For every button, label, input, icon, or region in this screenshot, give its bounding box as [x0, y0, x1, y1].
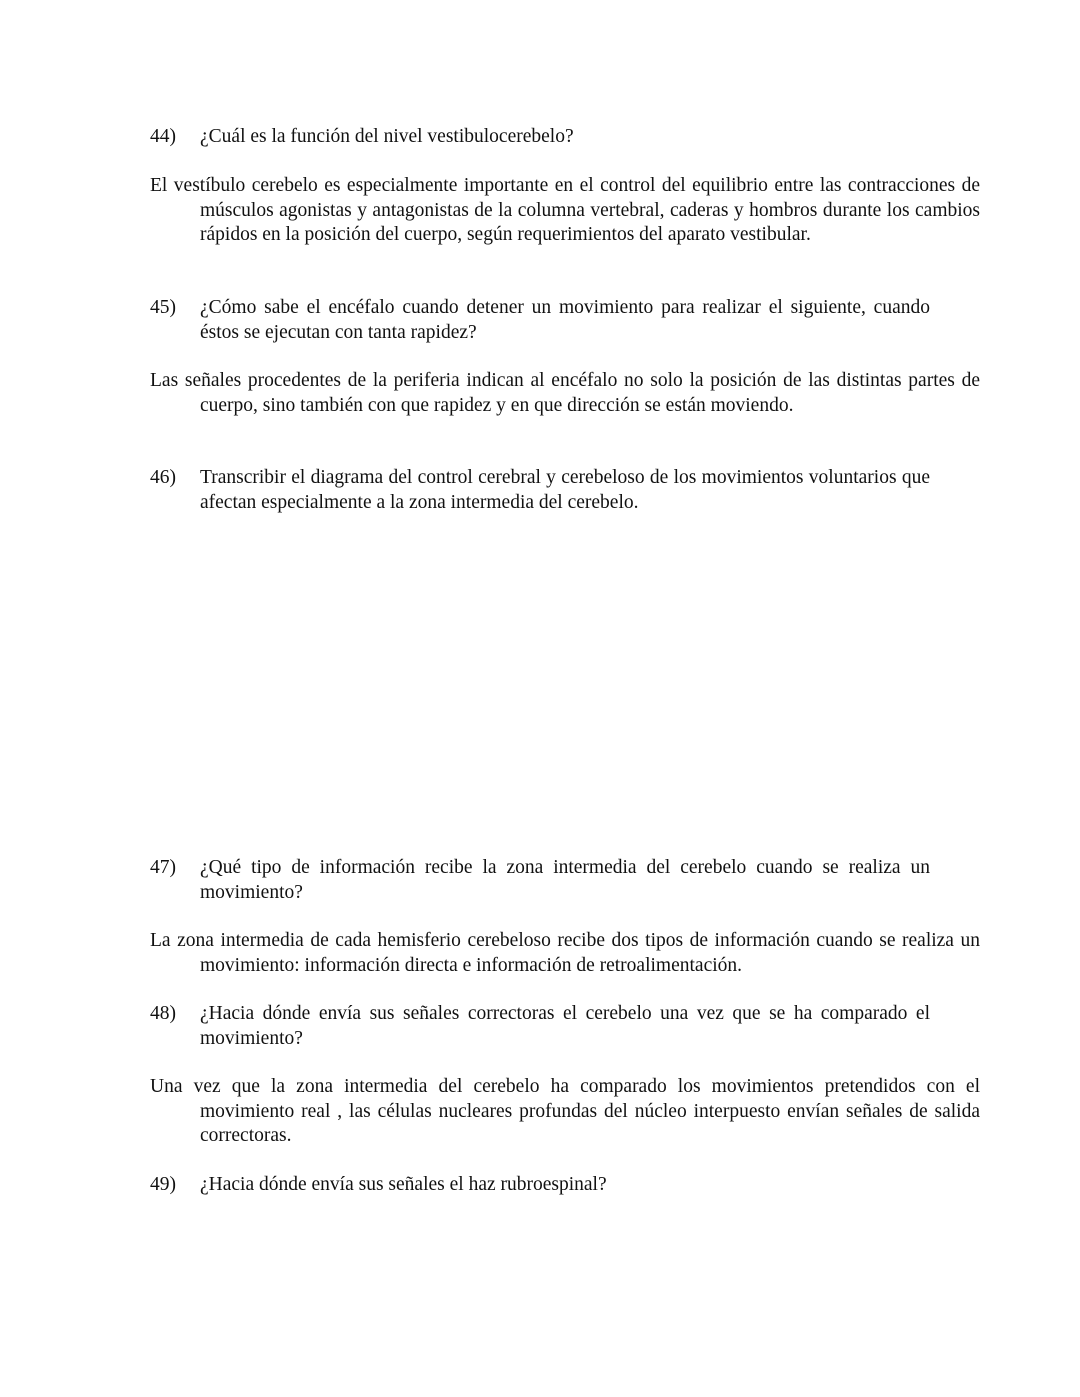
answer-45: Las señales procedentes de la periferia indican al encéfalo no solo la posición de las distintas partes de cuerpo, sino también con que rapidez y en que dirección se están moviendo. — [150, 370, 980, 416]
question-49 — [150, 1173, 930, 1198]
answer-47: La zona intermedia de cada hemisferio cerebeloso recibe dos tipos de información cuando se realiza un movimiento: información directa e información de retroalimentación. — [150, 930, 980, 976]
question-48 — [150, 1002, 930, 1051]
question-number: 47) — [150, 857, 176, 878]
question-number: 45) — [150, 297, 176, 318]
question-number: 46) — [150, 467, 176, 488]
question-text: Transcribir el diagrama del control cerebral y cerebeloso de los movimientos voluntarios que afectan especialmente a la zona intermedia del cerebelo. — [200, 467, 930, 513]
question-number: 44) — [150, 126, 176, 147]
question-47 — [150, 856, 930, 905]
question-text: ¿Cuál es la función del nivel vestibulocerebelo? — [200, 126, 574, 147]
question-number: 49) — [150, 1174, 176, 1195]
question-text: ¿Hacia dónde envía sus señales el haz rubroespinal? — [200, 1174, 607, 1195]
answer-44: El vestíbulo cerebelo es especialmente importante en el control del equilibrio entre las contracciones de músculos agonistas y antagonistas de la columna vertebral, caderas y hombros durante los cambios rápidos en la posición del cuerpo, según requerimientos del aparato vestibular. — [150, 175, 980, 245]
answer-48: Una vez que la zona intermedia del cerebelo ha comparado los movimientos pretendidos con el movimiento real , las células nucleares profundas del núcleo interpuesto envían señales de salida correctoras. — [150, 1076, 980, 1146]
question-number: 48) — [150, 1003, 176, 1024]
question-text: ¿Hacia dónde envía sus señales correctoras el cerebelo una vez que se ha comparado el movimiento? — [200, 1003, 930, 1049]
question-45 — [150, 296, 930, 345]
question-text: ¿Cómo sabe el encéfalo cuando detener un movimiento para realizar el siguiente, cuando éstos se ejecutan con tanta rapidez? — [200, 297, 930, 343]
question-46 — [150, 466, 930, 515]
question-text: ¿Qué tipo de información recibe la zona intermedia del cerebelo cuando se realiza un movimiento? — [200, 857, 930, 903]
question-44 — [150, 125, 930, 150]
